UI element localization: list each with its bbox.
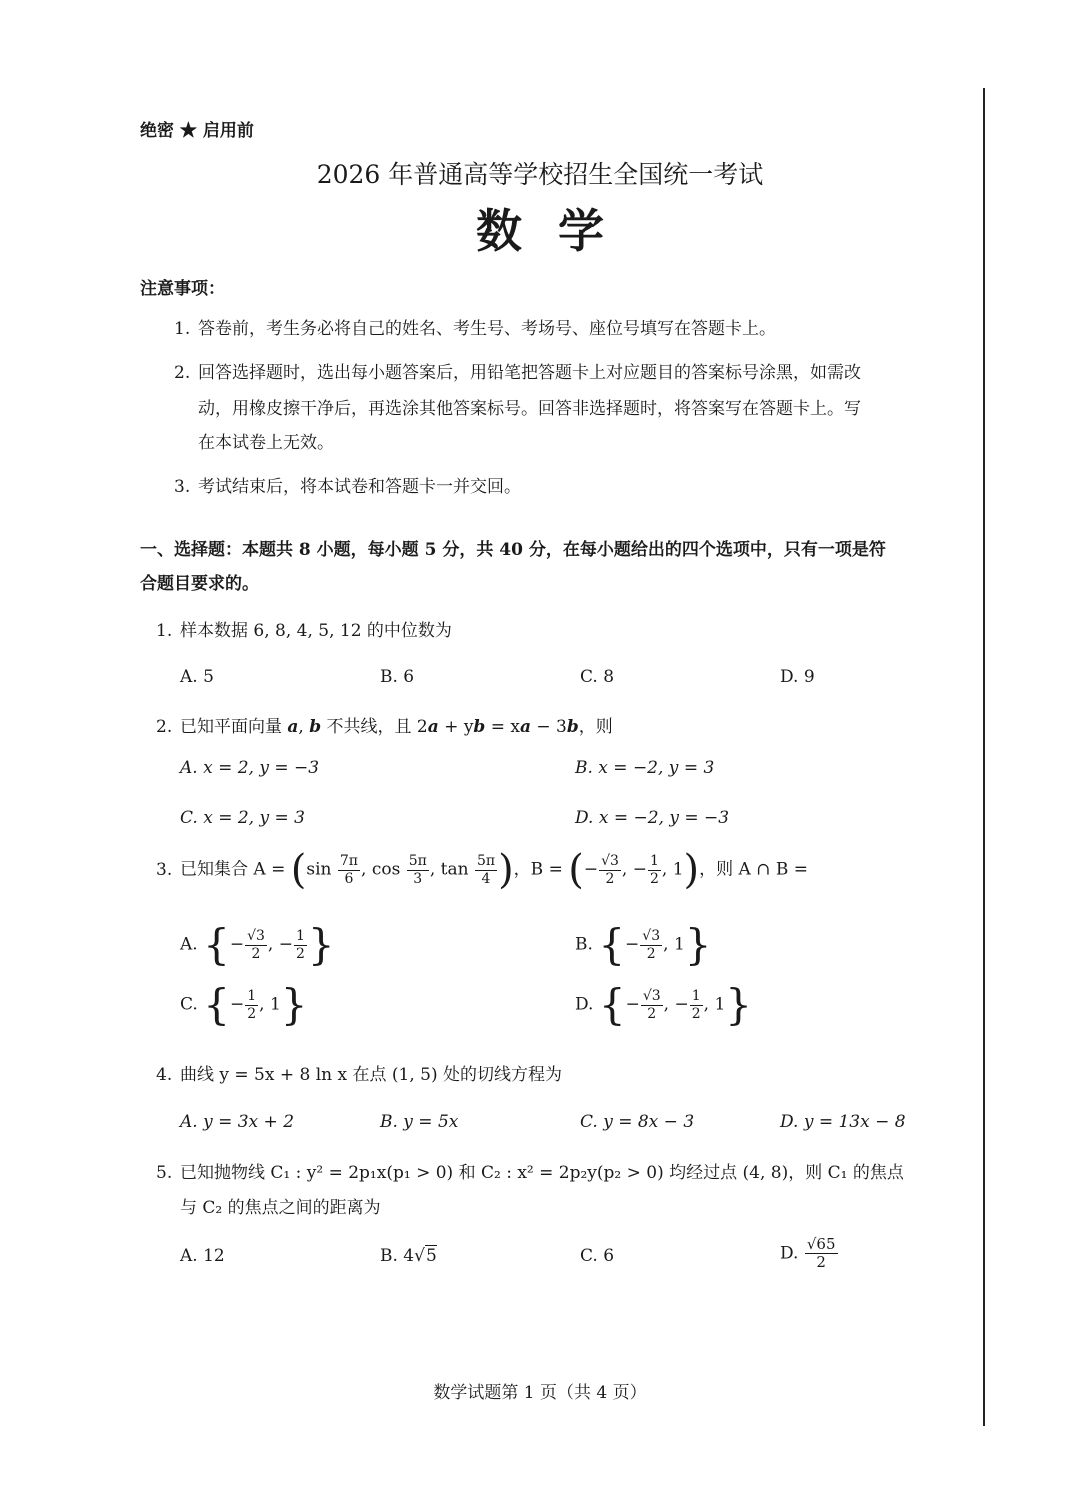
notice-item-2-line-2: 动，用橡皮擦干净后，再选涂其他答案标号。回答非选择题时，将答案写在答题卡上。写	[198, 399, 861, 419]
exam-title: 2026 年普通高等学校招生全国统一考试	[316, 160, 764, 189]
question-1-stem: 1. 样本数据 6, 8, 4, 5, 12 的中位数为	[156, 621, 452, 641]
fraction: $\frac{5\pi}{3}$	[408, 853, 427, 887]
subject-title: 数学	[476, 204, 640, 258]
q4-option-d: D. y = 13x − 8	[780, 1112, 906, 1132]
q3-option-b: B. {− $\frac{√3}{2}$ , 1}	[575, 920, 712, 969]
q2-option-c: C. x = 2, y = 3	[180, 808, 305, 828]
q4-option-b: B. y = 5x	[380, 1112, 459, 1132]
section-heading-line-1: 一、选择题：本题共 8 小题，每小题 5 分，共 40 分，在每小题给出的四个选项中，只有一项是符	[140, 540, 886, 560]
q1-option-d: D. 9	[780, 667, 815, 687]
q1-option-a: A. 5	[180, 667, 214, 687]
secret-label: 绝密 ★ 启用前	[140, 121, 254, 141]
section-heading-line-2: 合题目要求的。	[140, 574, 259, 594]
fraction: $\frac{1}{2}$	[649, 853, 659, 887]
q1-option-b: B. 6	[380, 667, 415, 687]
question-5-stem-line-2: 与 C₂ 的焦点之间的距离为	[180, 1198, 381, 1218]
notice-item-3: 3. 考试结束后，将本试卷和答题卡一并交回。	[174, 477, 521, 497]
q5-option-d: D. $\frac{√65}{2}$	[780, 1235, 836, 1272]
margin-rule	[983, 88, 985, 1426]
fraction: $\frac{7\pi}{6}$	[339, 853, 358, 887]
q2-option-a: A. x = 2, y = −3	[180, 758, 320, 778]
notice-item-2: 2. 回答选择题时，选出每小题答案后，用铅笔把答题卡上对应题目的答案标号涂黑，如需改	[174, 363, 861, 383]
q1-option-c: C. 8	[580, 667, 615, 687]
q3-option-a: A. {− $\frac{√3}{2}$ , − $\frac{1}{2}$ }	[180, 920, 335, 969]
q5-option-b: B. 4√5	[380, 1246, 437, 1266]
notice-item-2-line-3: 在本试卷上无效。	[198, 433, 334, 453]
notice-item-1: 1. 答卷前，考生务必将自己的姓名、考生号、考场号、座位号填写在答题卡上。	[174, 319, 776, 339]
q3-option-d: D. {− $\frac{√3}{2}$ , − $\frac{1}{2}$ , 1}	[575, 980, 753, 1029]
q2-option-d: D. x = −2, y = −3	[575, 808, 730, 828]
q2-option-b: B. x = −2, y = 3	[575, 758, 715, 778]
q4-option-c: C. y = 8x − 3	[580, 1112, 695, 1132]
q3-option-c: C. {− $\frac{1}{2}$ , 1}	[180, 980, 308, 1029]
q4-option-a: A. y = 3x + 2	[180, 1112, 295, 1132]
question-5-stem: 5. 已知抛物线 C₁ : y² = 2p₁x(p₁ > 0) 和 C₂ : x² = 2p₂y(p₂ > 0) 均经过点 (4, 8)，则 C₁ 的焦点	[156, 1163, 904, 1183]
fraction: $\frac{√3}{2}$	[601, 853, 619, 887]
q5-option-c: C. 6	[580, 1246, 615, 1266]
question-3-stem: 3. 已知集合 A = (sin $\frac{7\pi}{6}$ , cos $\frac{5\pi}{3}$ , tan $\frac{5\pi}{4}$ )，B = (− $\frac{√3}{2}$ , − $\frac{1}{2}$ , 1)，则 A ∩ B =	[156, 847, 809, 893]
q5-option-a: A. 12	[180, 1246, 225, 1266]
question-4-stem: 4. 曲线 y = 5x + 8 ln x 在点 (1, 5) 处的切线方程为	[156, 1065, 563, 1085]
fraction: $\frac{5\pi}{4}$	[476, 853, 496, 887]
page-footer: 数学试题第 1 页（共 4 页）	[433, 1383, 647, 1403]
notice-heading: 注意事项：	[140, 279, 225, 299]
question-2-stem: 2. 已知平面向量 a, b 不共线，且 2a + yb = xa − 3b，则	[156, 717, 613, 737]
